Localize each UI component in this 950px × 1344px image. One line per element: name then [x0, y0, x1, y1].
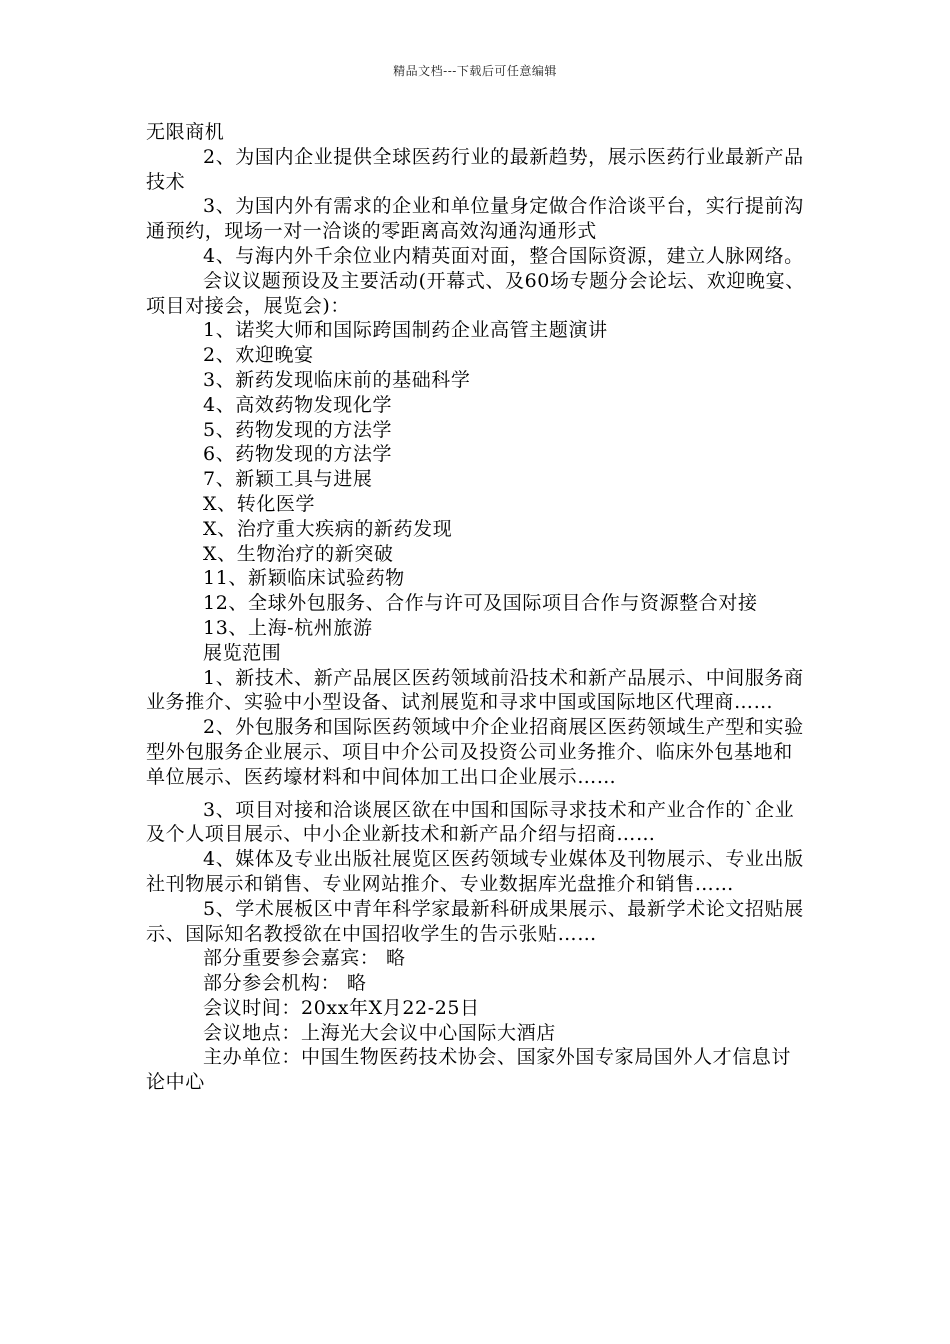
list-item: X、转化医学: [203, 492, 316, 515]
list-item: 6、药物发现的方法学: [203, 443, 393, 466]
paragraph: 2、外包服务和国际医药领域中介企业招商展区医药领域生产型和实验型外包服务企业展示、项目中介公司及投资公司业务推介、临床外包基地和单位展示、医药壕材料和中间体加工出口企业展示……: [146, 716, 804, 788]
paragraph: 部分重要参会嘉宾： 略: [203, 947, 406, 970]
document-body: [146, 120, 810, 1095]
page-header: 精品文档---下载后可任意编辑: [393, 64, 557, 78]
list-item: 5、药物发现的方法学: [203, 418, 393, 441]
list-item: 3、新药发现临床前的基础科学: [203, 368, 471, 391]
paragraph: 1、新技术、新产品展区医药领域前沿技术和新产品展示、中间服务商业务推介、实验中小型设备、试剂展览和寻求中国或国际地区代理商……: [146, 666, 804, 714]
list-item: X、生物治疗的新突破: [203, 542, 394, 565]
paragraph: 会议时间：20xx年X月22-25日: [203, 996, 480, 1019]
paragraph: 4、与海内外千余位业内精英面对面，整合国际资源，建立人脉网络。: [203, 244, 804, 267]
paragraph: 会议地点：上海光大会议中心国际大酒店: [203, 1021, 556, 1044]
paragraph: 2、为国内企业提供全球医药行业的最新趋势，展示医药行业最新产品技术: [146, 145, 804, 193]
list-item: 2、欢迎晚宴: [203, 344, 314, 367]
paragraph: 主办单位：中国生物医药技术协会、国家外国专家局国外人才信息讨论中心: [146, 1046, 792, 1094]
list-item: 13、上海-杭州旅游: [203, 616, 373, 639]
list-item: 11、新颖临床试验药物: [203, 567, 405, 590]
list-item: 7、新颖工具与进展: [203, 468, 373, 491]
paragraph: 3、项目对接和洽谈展区欲在中国和国际寻求技术和产业合作的`企业及个人项目展示、中小企业新技术和新产品介绍与招商……: [146, 798, 795, 846]
paragraph: 无限商机: [146, 121, 225, 143]
section-heading: 展览范围: [203, 641, 282, 664]
list-item: 1、诺奖大师和国际跨国制药企业高管主题演讲: [203, 319, 608, 342]
list-item: X、治疗重大疾病的新药发现: [203, 517, 453, 540]
paragraph: 部分参会机构： 略: [203, 972, 367, 995]
list-item: 12、全球外包服务、合作与许可及国际项目合作与资源整合对接: [203, 592, 758, 615]
paragraph: 3、为国内外有需求的企业和单位量身定做合作洽谈平台，实行提前沟通预约，现场一对一洽谈的零距离高效沟通沟通形式: [146, 195, 804, 243]
list-item: 4、高效药物发现化学: [203, 393, 393, 416]
paragraph: 会议议题预设及主要活动(开幕式、及60场专题分会论坛、欢迎晚宴、项目对接会，展览会)：: [146, 269, 805, 317]
paragraph: 4、媒体及专业出版社展览区医药领域专业媒体及刊物展示、专业出版社刊物展示和销售、专业网站推介、专业数据库光盘推介和销售……: [146, 848, 804, 895]
paragraph: 5、学术展板区中青年科学家最新科研成果展示、最新学术论文招贴展示、国际知名教授欲在中国招收学生的告示张贴……: [146, 897, 804, 945]
